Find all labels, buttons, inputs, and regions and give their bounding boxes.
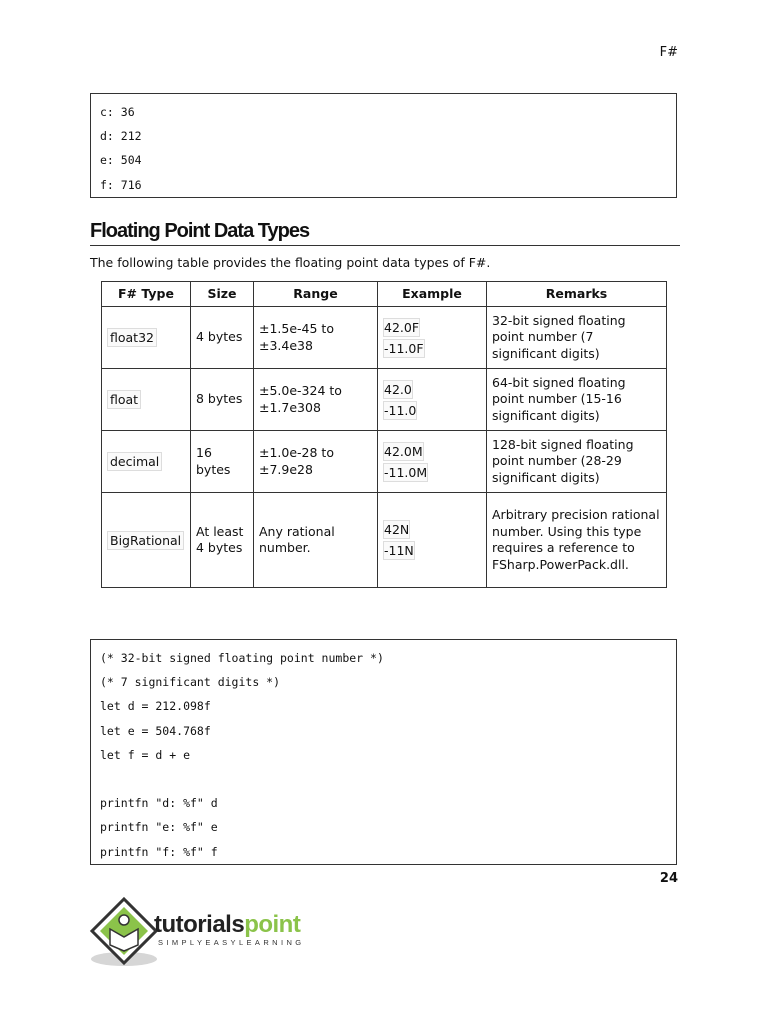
remarks-cell: 64-bit signed floating point number (15-16 significant digits): [487, 369, 667, 431]
example-cell: [378, 431, 487, 493]
header-title: F#: [659, 45, 678, 60]
size-cell: 16 bytes: [191, 431, 254, 493]
section-heading: Floating Point Data Types: [90, 220, 680, 246]
logo-tagline: SIMPLYEASYLEARNING: [158, 938, 305, 947]
type-cell: [102, 493, 191, 588]
output-line: d: 212: [100, 129, 142, 144]
example-code: 42.0: [384, 381, 412, 397]
intro-text: The following table provides the floating point data types of F#.: [90, 255, 491, 270]
output-code-block: [90, 93, 677, 198]
source-code-block: [90, 639, 677, 865]
range-cell: ±1.5e-45 to ±3.4e38: [254, 307, 378, 369]
example-code: -11N: [384, 543, 414, 558]
logo-wordmark-main: tutorials: [154, 911, 245, 938]
code-line: let d = 212.098f: [100, 699, 211, 714]
column-header: Size: [191, 282, 254, 307]
example-code: 42.0F: [384, 319, 420, 335]
code-line: (* 32-bit signed floating point number *): [100, 651, 384, 665]
logo-wordmark: [154, 911, 300, 939]
code-line: let f = d + e: [100, 747, 191, 762]
example-code: -11.0F: [384, 340, 424, 356]
type-code: BigRational: [107, 531, 184, 550]
example-code: 42N: [384, 522, 410, 537]
type-code: float32: [107, 328, 157, 347]
type-code: float: [107, 390, 141, 409]
output-line: e: 504: [100, 153, 142, 168]
type-cell: [102, 369, 191, 431]
remarks-cell: 32-bit signed floating point number (7 significant digits): [487, 307, 667, 369]
column-header: Example: [378, 282, 487, 307]
table-row: [102, 307, 667, 369]
range-cell: Any rational number.: [254, 493, 378, 588]
column-header: F# Type: [102, 282, 191, 307]
code-line: [100, 767, 667, 791]
size-cell: At least 4 bytes: [191, 493, 254, 588]
type-cell: [102, 431, 191, 493]
range-cell: ±1.0e-28 to ±7.9e28: [254, 431, 378, 493]
code-line: printfn "f: %f" f: [100, 844, 218, 859]
example-code: -11.0M: [384, 464, 428, 480]
range-cell: ±5.0e-324 to ±1.7e308: [254, 369, 378, 431]
remarks-cell: 128-bit signed floating point number (28-29 significant digits): [487, 431, 667, 493]
example-cell: [378, 493, 487, 588]
table-row: [102, 431, 667, 493]
column-header: Range: [254, 282, 378, 307]
column-header: Remarks: [487, 282, 667, 307]
table-row: [102, 369, 667, 431]
type-code: decimal: [107, 452, 162, 471]
example-code: 42.0M: [384, 443, 423, 459]
size-cell: 4 bytes: [191, 307, 254, 369]
tutorialspoint-logo: [88, 893, 328, 973]
size-cell: 8 bytes: [191, 369, 254, 431]
code-line: let e = 504.768f: [100, 723, 211, 738]
example-cell: [378, 307, 487, 369]
float-types-table: [101, 281, 667, 588]
example-cell: [378, 369, 487, 431]
table-row: [102, 493, 667, 588]
example-code: -11.0: [384, 402, 417, 418]
page-number: 24: [659, 871, 678, 886]
code-line: printfn "e: %f" e: [100, 820, 218, 835]
output-line: c: 36: [100, 105, 135, 119]
output-line: f: 716: [100, 177, 142, 192]
code-line: (* 7 significant digits *): [100, 675, 281, 690]
code-line: printfn "d: %f" d: [100, 796, 218, 811]
logo-wordmark-accent: point: [244, 911, 301, 938]
table-header-row: [102, 282, 667, 307]
remarks-cell: Arbitrary precision rational number. Using this type requires a reference to FSharp.PowerPack.dll.: [487, 493, 667, 588]
type-cell: [102, 307, 191, 369]
